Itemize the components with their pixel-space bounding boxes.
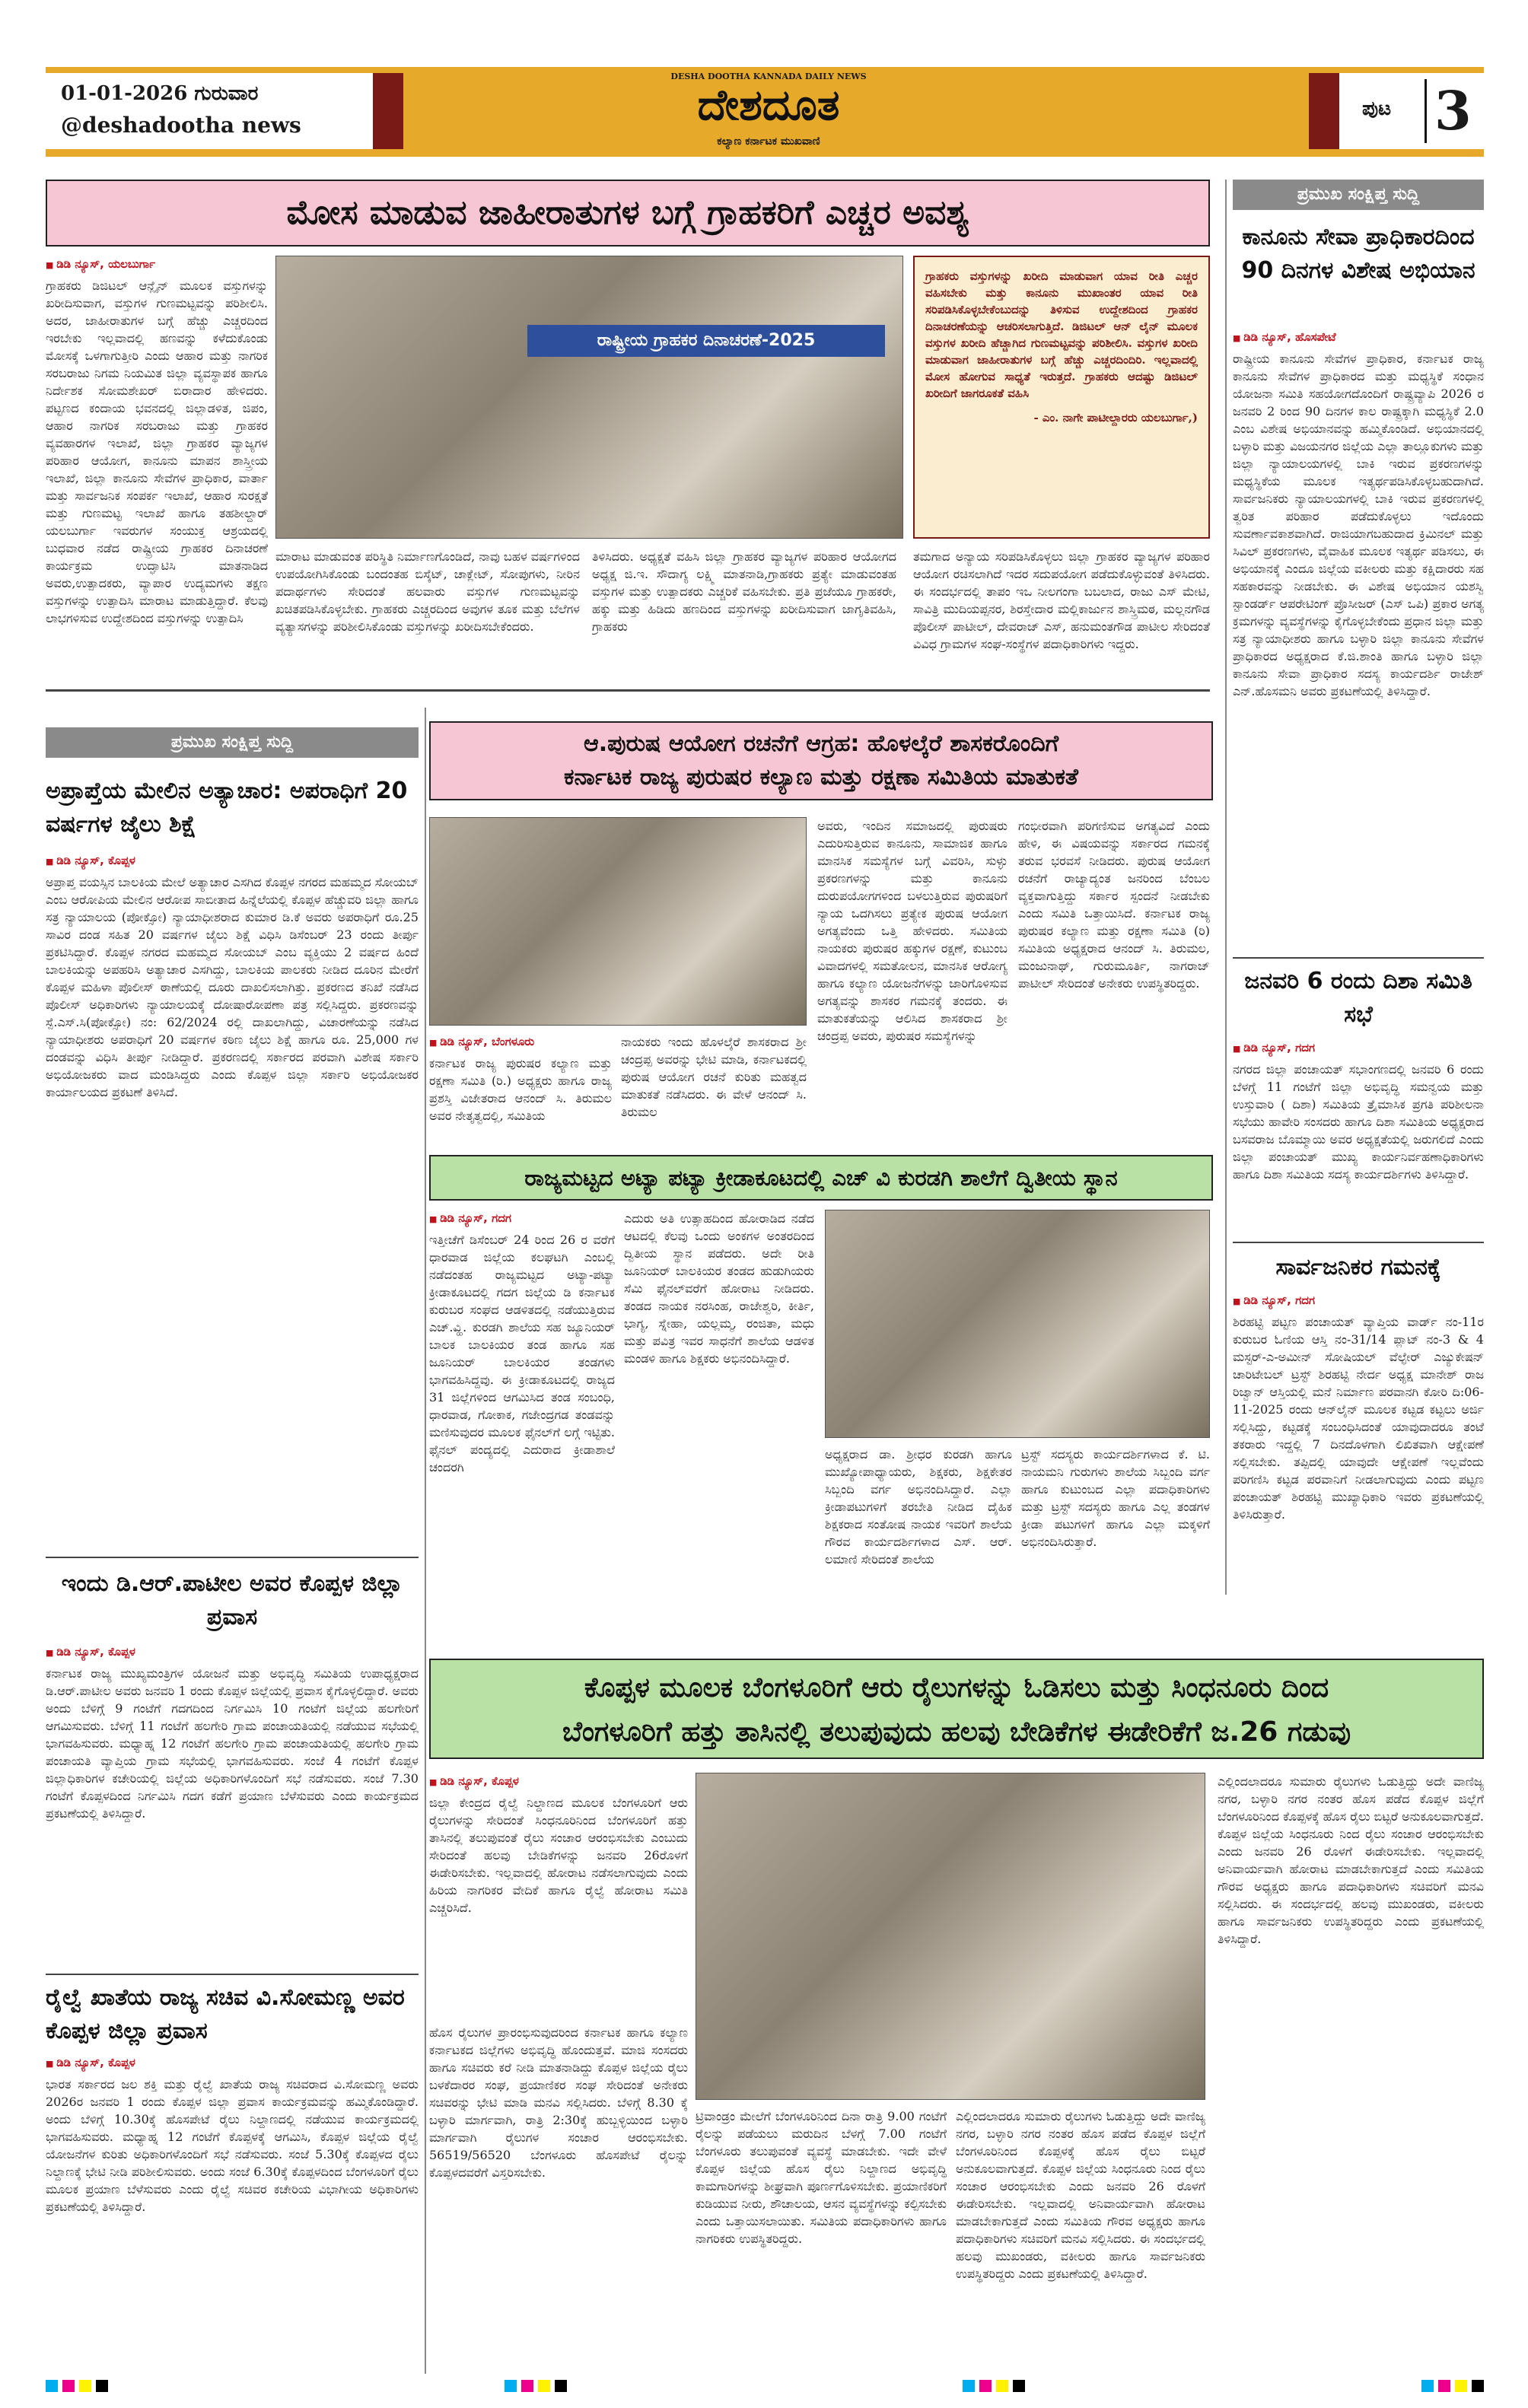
- men-commission-headline-2: ಕರ್ನಾಟಕ ರಾಜ್ಯ ಪುರುಷರ ಕಲ್ಯಾಣ ಮತ್ತು ರಕ್ಷಣಾ ಸಮಿತಿಯ ಮಾತುಕತೆ: [564, 764, 1078, 790]
- trains-col1-text: ಜಿಲ್ಲಾ ಕೇಂದ್ರದ ರೈಲ್ವೆ ನಿಲ್ದಾಣದ ಮೂಲಕ ಬೆಂಗಳೂರಿಗೆ ಆರು ರೈಲುಗಳನ್ನು ಸೇರಿದಂತೆ ಸಿಂಧನೂರಿನಿಂದ ಬೆಂಗಳೂರಿಗೆ ಹತ್ತು ತಾಸಿನಲ್ಲಿ ತಲುಪುವಂತೆ ರೈಲು ಸಂಚಾರ ಆರಂಭಿಸಬೇಕು ಎಂಬುದು ಸೇರಿದಂತೆ ಹಲವು ಬೇಡಿಕೆಗಳನ್ನು ಜನವರಿ 26ರೊಳಗೆ ಈಡೇರಿಸಬೇಕು. ಇಲ್ಲವಾದಲ್ಲಿ ಹೋರಾಟ ನಡೆಸಲಾಗುವುದು ಎಂದು ಹಿರಿಯ ನಾಗರಿಕರ ವೇದಿಕೆ ಹಾಗೂ ರೈಲ್ವೆ ಹೋರಾಟ ಸಮಿತಿ ಎಚ್ಚರಿಸಿದೆ.: [429, 1796, 688, 1915]
- lead-col3: ತಿಳಿಸಿದರು. ಅಧ್ಯಕ್ಷತೆ ವಹಿಸಿ ಜಿಲ್ಲಾ ಗ್ರಾಹಕರ ವ್ಯಾಜ್ಯಗಳ ಪರಿಹಾರ ಆಯೋಗದ ಅಧ್ಯಕ್ಷ ಜಿ.ಇ. ಸೌದಾಗ್ಯ ಲಕ್ಷ್ಮಿ ಮಾತನಾಡಿ,ಗ್ರಾಹಕರು ಪ್ರತ್ಯೇ ಮಾಡುವಂತಹ ವಸ್ತುಗಳ ಮತ್ತು ಉತ್ಪಾದಕರು ಎಚ್ಚರಿಕೆ ವಹಿಸಬೇಕು. ಪ್ರತಿ ಪ್ರಜೆಯೂ ಗ್ರಾಹಕರೇ, ಹಕ್ಕು ಮತ್ತು ಹಿಡಿದು ಹಣದಿಂದ ವಸ್ತುಗಳನ್ನು ಖರೀದಿಸುವಾಗ ಜಾಗೃತಿವಹಿಸಿ, ಗ್ರಾಹಕರು: [592, 549, 896, 634]
- right-story3: [1233, 1292, 1484, 1589]
- cmyk-strip: [505, 2380, 567, 2394]
- right-story1-byline: ■ ಡಿಡಿ ನ್ಯೂಸ್, ಹೊಸಪೇಟೆ: [1233, 329, 1484, 347]
- right-story1-headline: ಕಾನೂನು ಸೇವಾ ಪ್ರಾಧಿಕಾರದಿಂದ 90 ದಿನಗಳ ವಿಶೇಷ ಅಭಿಯಾನ: [1241, 224, 1475, 284]
- men-commission-col1: [429, 1033, 612, 1140]
- trains-byline: ■ ಡಿಡಿ ನ್ಯೂಸ್, ಕೊಪ್ಪಳ: [429, 1773, 688, 1791]
- athletics-col2: ಎದುರು ಅತಿ ಉತ್ಸಾಹದಿಂದ ಹೋರಾಡಿದ ನಡೆದ ಆಟದಲ್ಲಿ ಕೆಲವು ಒಂದು ಅಂಕಗಳ ಅಂತರದಿಂದ ದ್ವಿತೀಯ ಸ್ಥಾನ ಪಡೆದರು. ಅದೇ ರೀತಿ ಜೂನಿಯರ್ ಬಾಲಕಿಯರ ತಂಡದ ಹುಡುಗಿಯರು ಸೆಮಿ ಫೈನಲ್‌ವರೆಗೆ ಹೋರಾಟ ನೀಡಿದರು. ತಂಡದ ನಾಯಕ ನರಸಿಂಹ, ರಾಜೇಶ್ವರಿ, ಕೀರ್ತಿ, ಭಾಗ್ಯ, ಸ್ನೇಹಾ, ಯಲ್ಲಮ್ಮ, ರಂಜಿತಾ, ಮಧು ಮತ್ತು ಪವಿತ್ರ ಇವರ ಸಾಧನೆಗೆ ಶಾಲೆಯ ಆಡಳಿತ ಮಂಡಳಿ ಹಾಗೂ ಶಿಕ್ಷಕರು ಅಭಿನಂದಿಸಿದ್ದಾರೆ.: [624, 1211, 814, 1366]
- trains-col2: ಹೊಸ ರೈಲುಗಳ ಪ್ರಾರಂಭಿಸುವುದರಿಂದ ಕರ್ನಾಟಕ ಹಾಗೂ ಕಲ್ಯಾಣ ಕರ್ನಾಟಕದ ಜಿಲ್ಲೆಗಳು ಅಭಿವೃದ್ಧಿ ಹೊಂದುತ್ತವೆ. ಮಾಜಿ ಸಂಸದರು ಹಾಗೂ ಸಚಿವರು ಕರೆ ನೀಡಿ ಮಾತನಾಡಿದ್ದು ಕೊಪ್ಪಳ ಜಿಲ್ಲೆಯ ರೈಲು ಬಳಕೆದಾರರ ಸಂಘ, ಪ್ರಯಾಣಿಕರ ಸಂಘ ಸೇರಿದಂತೆ ಅನೇಕರು ಸಚಿವರನ್ನು ಭೇಟಿ ಮಾಡಿ ಮನವಿ ಸಲ್ಲಿಸಿದರು. ಬೆಳಿಗ್ಗೆ 8.30 ಕ್ಕೆ ಬಳ್ಳಾರಿ ಮಾರ್ಗವಾಗಿ, ರಾತ್ರಿ 2:30ಕ್ಕೆ ಹುಬ್ಬಳ್ಳಿಯಿಂದ ಬಳ್ಳಾರಿ ಮಾರ್ಗವಾಗಿ ರೈಲುಗಳ ಸಂಚಾರ ಆರಂಭಿಸಬೇಕು. 56519/56520 ಬೆಂಗಳೂರು ಹೊಸಪೇಟೆ ರೈಲನ್ನು ಕೊಪ್ಪಳದವರೆಗೆ ವಿಸ್ತರಿಸಬೇಕು.: [429, 2025, 688, 2180]
- cmyk-strip: [1421, 2380, 1484, 2394]
- athletics-byline: ■ ಡಿಡಿ ನ್ಯೂಸ್, ಗದಗ: [429, 1210, 615, 1228]
- masthead-logo: ದೇಶದೂತ: [697, 81, 840, 130]
- lead-col1: [46, 256, 268, 682]
- right-divider-2: [1233, 1242, 1484, 1243]
- lead-byline: ■ ಡಿಡಿ ನ್ಯೂಸ್, ಯಲಬುರ್ಗಾ: [46, 256, 268, 274]
- trains-col3b: ಎಲ್ಲಿಂದಲಾದರೂ ಸುಮಾರು ರೈಲುಗಳು ಓಡುತ್ತಿದ್ದು ಅದೇ ವಾಣಿಜ್ಯ ನಗರ, ಬಳ್ಳಾರಿ ನಗರ ನಂತರ ಹೊಸ ಪಡೆದ ಕೊಪ್ಪಳ ಜಿಲ್ಲೆಗೆ ಬೆಂಗಳೂರಿನಿಂದ ಕೊಪ್ಪಳಕ್ಕೆ ಹೊಸ ರೈಲು ಬಿಟ್ಟರೆ ಅನುಕೂಲವಾಗುತ್ತದೆ. ಕೊಪ್ಪಳ ಜಿಲ್ಲೆಯ ಸಿಂಧನೂರು ನಿಂದ ರೈಲು ಸಂಚಾರ ಆರಂಭಿಸಬೇಕು ಎಂದು ಜನವರಿ 26 ರೊಳಗೆ ಈಡೇರಿಸಬೇಕು. ಇಲ್ಲವಾದಲ್ಲಿ ಅನಿವಾರ್ಯವಾಗಿ ಹೋರಾಟ ಮಾಡಬೇಕಾಗುತ್ತದೆ ಎಂದು ಸಮಿತಿಯ ಗೌರವ ಅಧ್ಯಕ್ಷರು ಹಾಗೂ ಪದಾಧಿಕಾರಿಗಳು ಸಚಿವರಿಗೆ ಮನವಿ ಸಲ್ಲಿಸಿದರು. ಈ ಸಂದರ್ಭದಲ್ಲಿ ಹಲವು ಮುಖಂಡರು, ವಕೀಲರು ಹಾಗೂ ಸಾರ್ವಜನಿಕರು ಉಪಸ್ಥಿತರಿದ್ದರು ಎಂದು ಪ್ರಕಟಣೆಯಲ್ಲಿ ತಿಳಿಸಿದ್ದಾರೆ.: [956, 2109, 1205, 2281]
- trains-photo: [696, 1773, 1205, 2100]
- masthead-date: 01-01-2026 ಗುರುವಾರ: [61, 82, 259, 105]
- lead-quote-author: - ಎಂ. ನಾಗೇ ಪಾಟೀಲ್ದಾರರು ಯಲಬುರ್ಗಾ,): [1033, 411, 1198, 425]
- right-col-label: ಪ್ರಮುಖ ಸಂಕ್ಷಿಪ್ತ ಸುದ್ದಿ: [1233, 180, 1484, 210]
- left-story2-headline: ಇಂದು ಡಿ.ಆರ್.ಪಾಟೀಲ ಅವರ ಕೊಪ್ಪಳ ಜಿಲ್ಲಾ ಪ್ರವಾಸ: [61, 1570, 403, 1630]
- lead-headline: ಮೋಸ ಮಾಡುವ ಜಾಹೀರಾತುಗಳ ಬಗ್ಗೆ ಗ್ರಾಹಕರಿಗೆ ಎಚ್ಚರ ಅವಶ್ಯ: [46, 180, 1210, 247]
- left-story3-text: ಭಾರತ ಸರ್ಕಾರದ ಜಲ ಶಕ್ತಿ ಮತ್ತು ರೈಲ್ವೆ ಖಾತೆಯ ರಾಜ್ಯ ಸಚಿವರಾದ ವಿ.ಸೋಮಣ್ಣ ಅವರು 2026ರ ಜನವರಿ 1 ರಂದು ಕೊಪ್ಪಳ ಜಿಲ್ಲಾ ಪ್ರವಾಸ ಕಾರ್ಯಕ್ರಮವನ್ನು ಹಮ್ಮಿಕೊಂಡಿದ್ದಾರೆ. ಅಂದು ಬೆಳಿಗ್ಗೆ 10.30ಕ್ಕೆ ಹೊಸಪೇಟೆ ರೈಲು ನಿಲ್ದಾಣದಲ್ಲಿ ನಡೆಯುವ ಕಾರ್ಯಕ್ರಮದಲ್ಲಿ ಭಾಗವಹಿಸುವರು. ಮಧ್ಯಾಹ್ನ 12 ಗಂಟೆಗೆ ಕೊಪ್ಪಳಕ್ಕೆ ಆಗಮಿಸಿ, ಕೊಪ್ಪಳ ಜಿಲ್ಲೆಯ ರೈಲ್ವೆ ಯೋಜನೆಗಳ ಕುರಿತು ಅಧಿಕಾರಿಗಳೊಂದಿಗೆ ಸಭೆ ನಡೆಸುವರು. ಸಂಜೆ 5.30ಕ್ಕೆ ಕೊಪ್ಪಳದ ರೈಲು ನಿಲ್ದಾಣಕ್ಕೆ ಭೇಟಿ ನೀಡಿ ಪರಿಶೀಲಿಸುವರು. ಅಂದು ಸಂಜೆ 6.30ಕ್ಕೆ ಕೊಪ್ಪಳದಿಂದ ಬೆಂಗಳೂರಿಗೆ ರೈಲು ಮೂಲಕ ಪ್ರಯಾಣ ಬೆಳೆಸುವರು ಎಂದು ರೈಲ್ವೆ ಸಚಿವರ ಕಚೇರಿಯ ವಿಭಾಗೀಯ ಅಧಿಕಾರಿಗಳು ಪ್ರಕಟಣೆಯಲ್ಲಿ ತಿಳಿಸಿದ್ದಾರೆ.: [46, 2077, 419, 2214]
- left-story3-headline: ರೈಲ್ವೆ ಖಾತೆಯ ರಾಜ್ಯ ಸಚಿವ ವಿ.ಸೋಮಣ್ಣ ಅವರ ಕೊಪ್ಪಳ ಜಿಲ್ಲಾ ಪ್ರವಾಸ: [46, 1984, 405, 2044]
- left-story1-text: ಅಪ್ರಾಪ್ತ ವಯಸ್ಸಿನ ಬಾಲಕಿಯ ಮೇಲೆ ಅತ್ಯಾಚಾರ ಎಸಗಿದ ಕೊಪ್ಪಳ ನಗರದ ಮಹಮ್ಮದ ಸೋಯಬ್ ಎಂಬ ಆರೋಪಿಯ ಮೇಲಿನ ಆರೋಪ ಸಾಬೀತಾದ ಹಿನ್ನೆಲೆಯಲ್ಲಿ ಕೊಪ್ಪಳ ಹೆಚ್ಚುವರಿ ಜಿಲ್ಲಾ ಹಾಗೂ ಸತ್ರ ನ್ಯಾಯಾಲಯ (ಪೋಕ್ಸೋ) ನ್ಯಾಯಾಧೀಶರಾದ ಕುಮಾರ ಡಿ.ಕೆ ಅವರು ಅಪರಾಧಿಗೆ ರೂ.25 ಸಾವಿರ ದಂಡ ಸಹಿತ 20 ವರ್ಷಗಳ ಜೈಲು ಶಿಕ್ಷೆ ವಿಧಿಸಿ ಡಿಸೆಂಬರ್ 23 ರಂದು ತೀರ್ಪು ಪ್ರಕಟಿಸಿದ್ದಾರೆ. ಕೊಪ್ಪಳ ನಗರದ ಮಹಮ್ಮದ ಸೋಯಬ್ ಎಂಬ ವ್ಯಕ್ತಿಯು 2 ವರ್ಷದ ಹಿಂದೆ ಬಾಲಕಿಯನ್ನು ಅಪಹರಿಸಿ ಅತ್ಯಾಚಾರ ಎಸಗಿದ್ದು, ಬಾಲಕಿಯ ಪಾಲಕರು ನೀಡಿದ ದೂರಿನ ಮೇರೆಗೆ ಕೊಪ್ಪಳ ಮಹಿಳಾ ಪೊಲೀಸ್ ಠಾಣೆಯಲ್ಲಿ ದೂರು ದಾಖಲಿಸಲಾಗಿತ್ತು. ಪ್ರಕರಣದ ತನಿಖೆ ನಡೆಸಿದ ಪೊಲೀಸ್ ಅಧಿಕಾರಿಗಳು ನ್ಯಾಯಾಲಯಕ್ಕೆ ದೋಷಾರೋಪಣಾ ಪತ್ರ ಸಲ್ಲಿಸಿದ್ದರು. ಪ್ರಕರಣವನ್ನು ಸ್ಪೆ.ಎಸ್.ಸಿ(ಪೋಕ್ಸೋ) ನಂ: 62/2024 ರಲ್ಲಿ ದಾಖಲಾಗಿದ್ದು, ವಿಚಾರಣೆಯನ್ನು ನಡೆಸಿದ ನ್ಯಾಯಾಧೀಶರು ಅಪರಾಧಿಗೆ 20 ವರ್ಷಗಳ ಕಠಿಣ ಜೈಲು ಶಿಕ್ಷೆ ಹಾಗೂ ರೂ. 25,000 ಗಳ ದಂಡವನ್ನು ವಿಧಿಸಿ ತೀರ್ಪು ನೀಡಿದ್ದಾರೆ. ಪ್ರಕರಣದಲ್ಲಿ ಸರ್ಕಾರದ ಪರವಾಗಿ ವಿಶೇಷ ಸರ್ಕಾರಿ ಅಭಿಯೋಜಕರು ವಾದ ಮಂಡಿಸಿದ್ದರು ಎಂದು ಕೊಪ್ಪಳ ಜಿಲ್ಲಾ ಸರ್ಕಾರಿ ಅಭಿಯೋಜಕರ ಕಾರ್ಯಾಲಯದ ಪ್ರಕಟಣೆ ತಿಳಿಸಿದೆ.: [46, 875, 419, 1099]
- athletics-col4: ಟ್ರಸ್ಟ್ ಸದಸ್ಯರು ಕಾರ್ಯದರ್ಶಿಗಳಾದ ಕೆ. ಟಿ. ನಾಯಮನಿ ಗುರುಗಳು ಶಾಲೆಯ ಸಿಬ್ಬಂದಿ ವರ್ಗ ಹಾಗೂ ಕುಟುಂಬದ ಎಲ್ಲಾ ಪದಾಧಿಕಾರಿಗಳು ಮತ್ತು ಟ್ರಸ್ಟ್ ಸದಸ್ಯರು ಹಾಗೂ ಎಲ್ಲ ತಂಡಗಳ ಕ್ರೀಡಾ ಪಟುಗಳಿಗೆ ಹಾಗೂ ಎಲ್ಲಾ ಮಕ್ಕಳಿಗೆ ಅಭಿನಂದಿಸಿರುತ್ತಾರೆ.: [1021, 1447, 1210, 1549]
- page-label: ಪುಟ: [1362, 97, 1392, 120]
- left-col-label: ಪ್ರಮುಖ ಸಂಕ್ಷಿಪ್ತ ಸುದ್ದಿ: [46, 727, 419, 758]
- men-commission-col2: ನಾಯಕರು ಇಂದು ಹೊಳಲ್ಕೆರೆ ಶಾಸಕರಾದ ಶ್ರೀ ಚಂದ್ರಪ್ಪ ಅವರನ್ನು ಭೇಟಿ ಮಾಡಿ, ಕರ್ನಾಟಕದಲ್ಲಿ ಪುರುಷ ಆಯೋಗ ರಚನೆ ಕುರಿತು ಮಹತ್ವದ ಮಾತುಕತೆ ನಡೆಸಿದರು. ಈ ವೇಳೆ ಆನಂದ್ ಸಿ. ತಿರುಮಲ: [621, 1035, 807, 1119]
- left-divider-1: [46, 1557, 419, 1558]
- left-story2: [46, 1643, 419, 1969]
- athletics-photo: [825, 1210, 1210, 1438]
- trains-headline-2: ಬೆಂಗಳೂರಿಗೆ ಹತ್ತು ತಾಸಿನಲ್ಲಿ ತಲುಪುವುದು ಹಲವು ಬೇಡಿಕೆಗಳ ಈಡೇರಿಕೆಗೆ ಜ.26 ಗಡುವು: [562, 1716, 1351, 1748]
- right-story3-headline: ಸಾರ್ವಜನಿಕರ ಗಮನಕ್ಕೆ: [1275, 1254, 1441, 1280]
- left-story3-byline: ■ ಡಿಡಿ ನ್ಯೂಸ್, ಕೊಪ್ಪಳ: [46, 2054, 419, 2072]
- lead-col2: ಮಾರಾಟ ಮಾಡುವಂತ ಪರಿಸ್ಥಿತಿ ನಿರ್ಮಾಣಗೊಂಡಿದೆ, ನಾವು ಬಹಳ ವರ್ಷಗಳಿಂದ ಉಪಯೋಗಿಸಿಕೊಂಡು ಬಂದಂತಹ ಬಿಸ್ಕೆಟ್, ಚಾಕ್ಲೇಟ್, ಸೋಪುಗಳು, ನೀರಿನ ಪದಾರ್ಥಗಳು ಸೇರಿದಂತೆ ಹಲವಾರು ವಸ್ತುಗಳ ಗುಣಮಟ್ಟವನ್ನು ಖಚಿತಪಡಿಸಿಕೊಳ್ಳಬೇಕು. ಗ್ರಾಹಕರು ಎಚ್ಚರದಿಂದ ಅವುಗಳ ತೂಕ ಮತ್ತು ಬೆಲೆಗಳ ವ್ಯತ್ಯಾಸಗಳನ್ನು ಪರಿಶೀಲಿಸಿಕೊಂಡು ವಸ್ತುಗಳನ್ನು ಖರೀದಿಸಬೇಕೆಂದರು.: [275, 549, 580, 634]
- page-number: 3: [1425, 79, 1472, 143]
- cmyk-strip: [963, 2380, 1025, 2394]
- masthead-tagline: ಕಲ್ಯಾಣ ಕರ್ನಾಟಕ ಮುಖವಾಣಿ: [717, 135, 820, 148]
- trains-col3: ಟ್ರಿವಾಂಡ್ರಂ ಮೇಲೆಗೆ ಬೆಂಗಳೂರಿನಿಂದ ದಿನಾ ರಾತ್ರಿ 9.00 ಗಂಟೆಗೆ ರೈಲನ್ನು ಪಡೆಯಲು ಮರುದಿನ ಬೆಳಗ್ಗೆ 7.00 ಗಂಟೆಗೆ ಬೆಂಗಳೂರು ತಲುಪುವಂತೆ ವ್ಯವಸ್ಥೆ ಮಾಡಬೇಕು. ಇದೇ ವೇಳೆ ಕೊಪ್ಪಳ ಜಿಲ್ಲೆಯ ಹೊಸ ರೈಲು ನಿಲ್ದಾಣದ ಅಭಿವೃದ್ಧಿ ಕಾಮಗಾರಿಗಳನ್ನು ಶೀಘ್ರವಾಗಿ ಪೂರ್ಣಗೊಳಿಸಬೇಕು. ಪ್ರಯಾಣಿಕರಿಗೆ ಕುಡಿಯುವ ನೀರು, ಶೌಚಾಲಯ, ಆಸನ ವ್ಯವಸ್ಥೆಗಳನ್ನು ಕಲ್ಪಿಸಬೇಕು ಎಂದು ಒತ್ತಾಯಿಸಲಾಯಿತು. ಸಮಿತಿಯ ಪದಾಧಿಕಾರಿಗಳು ಹಾಗೂ ನಾಗರಿಕರು ಉಪಸ್ಥಿತರಿದ್ದರು.: [696, 2109, 947, 2246]
- left-divider-2: [46, 1974, 419, 1975]
- left-story3: [46, 2054, 419, 2366]
- trains-col1: [429, 1773, 688, 2016]
- lead-quote: [913, 256, 1210, 539]
- lead-col4: ತಮಗಾದ ಅನ್ಯಾಯ ಸರಿಪಡಿಸಿಕೊಳ್ಳಲು ಜಿಲ್ಲಾ ಗ್ರಾಹಕರ ವ್ಯಾಜ್ಯಗಳ ಪರಿಹಾರ ಆಯೋಗ ರಚಿಸಲಾಗಿದೆ ಇದರ ಸದುಪಯೋಗ ಪಡೆದುಕೊಳ್ಳುವಂತೆ ತಿಳಿಸಿದರು. ಈ ಸಂದರ್ಭದಲ್ಲಿ ತಾಪಂ ಇಒ ನೀಲಗಂಗಾ ಬಬಲಾದ, ರಾಜು ಎಸ್ ಮೇಟಿ, ಸಾವಿತ್ರಿ ಮುದಿಯಪ್ಪನರ, ಶಿರಸ್ತೇದಾರ ಮಲ್ಲಿಕಾರ್ಜುನ ಶಾಸ್ತ್ರಿಮಠ, ಮಲ್ಲನಗೌಡ ಪೊಲೀಸ್ ಪಾಟೀಲ್, ದೇವರಾಜ್ ಎಸ್, ಹನುಮಂತಗೌಡ ಪಾಟೀಲ ಸೇರಿದಂತೆ ವಿವಿಧ ಗ್ರಾಮಗಳ ಸಂಘ-ಸಂಸ್ಥೆಗಳ ಪದಾಧಿಕಾರಿಗಳು ಇದ್ದರು.: [913, 549, 1210, 651]
- lead-col1-text: ಗ್ರಾಹಕರು ಡಿಜಿಟಲ್ ಆನ್ಲೈನ್ ಮೂಲಕ ವಸ್ತುಗಳನ್ನು ಖರೀದಿಸುವಾಗ, ವಸ್ತುಗಳ ಗುಣಮಟ್ಟವನ್ನು ಪರಿಶೀಲಿಸಿ. ಅದರ, ಜಾಹೀರಾತುಗಳ ಬಗ್ಗೆ ಹೆಚ್ಚು ಎಚ್ಚರದಿಂದ ಇರಬೇಕು ಇಲ್ಲವಾದಲ್ಲಿ ಹಣವನ್ನು ಕಳೆದುಕೊಂಡು ಮೋಸಕ್ಕೆ ಒಳಗಾಗುತ್ತೀರಿ ಎಂದು ಆಹಾರ ಮತ್ತು ನಾಗರಿಕ ಸರಬರಾಜು ನಿಗಮ ನಿಯಮಿತ ಜಿಲ್ಲಾ ವ್ಯವಸ್ಥಾಪಕ ಹಾಗೂ ನಿರ್ದೇಶಕ ಸೋಮಶೇಖರ್ ಬಿರಾದಾರ ಹೇಳಿದರು. ಪಟ್ಟಣದ ಕಂದಾಯ ಭವನದಲ್ಲಿ ಜಿಲ್ಲಾಡಳಿತ, ಜಿಪಂ, ಆಹಾರ ನಾಗರಿಕ ಸರಬರಾಜು ಮತ್ತು ಗ್ರಾಹಕರ ವ್ಯವಹಾರಗಳ ಇಲಾಖೆ, ಜಿಲ್ಲಾ ಗ್ರಾಹಕರ ವ್ಯಾಜ್ಯಗಳ ಪರಿಹಾರ ಆಯೋಗ, ಕಾನೂನು ಮಾಪನ ಶಾಸ್ತ್ರೀಯ ಇಲಾಖೆ, ಜಿಲ್ಲಾ ಕಾನೂನು ಸೇವೆಗಳ ಪ್ರಾಧಿಕಾರ, ವಾರ್ತಾ ಮತ್ತು ಸಾರ್ವಜನಿಕ ಸಂಪರ್ಕ ಇಲಾಖೆ, ಆಹಾರ ಸುರಕ್ಷತೆ ಮತ್ತು ಗುಣಮಟ್ಟ ಇಲಾಖೆ ಹಾಗೂ ತಹಶೀಲ್ದಾರ್ ಯಲಬುರ್ಗಾ ಇವರುಗಳ ಸಂಯುಕ್ತ ಆಶ್ರಯದಲ್ಲಿ ಬುಧವಾರ ನಡೆದ ರಾಷ್ಟ್ರೀಯ ಗ್ರಾಹಕರ ದಿನಾಚರಣೆ ಕಾರ್ಯಕ್ರಮ ಉದ್ಘಾಟಿಸಿ ಮಾತನಾಡಿದ ಅವರು,ಉತ್ಪಾದಕರು, ವ್ಯಾಪಾರ ಉದ್ಯಮಗಳು ತಕ್ಷಣ ವಸ್ತುಗಳನ್ನು ಉತ್ಪಾದಿಸಿ ಮಾರಾಟ ಮಾಡುತ್ತಿದ್ದಾರೆ. ಕೆಲವು ಲಾಭಗಳಿಸುವ ಉದ್ದೇಶದಿಂದ ವಸ್ತುಗಳನ್ನು ಉತ್ಪಾದಿಸಿ: [46, 278, 268, 625]
- men-commission-col1-text: ಕರ್ನಾಟಕ ರಾಜ್ಯ ಪುರುಷರ ಕಲ್ಯಾಣ ಮತ್ತು ರಕ್ಷಣಾ ಸಮಿತಿ (ರಿ.) ಅಧ್ಯಕ್ಷರು ಹಾಗೂ ರಾಜ್ಯ ಪ್ರಶಸ್ತಿ ವಿಜೇತರಾದ ಆನಂದ್ ಸಿ. ತಿರುಮಲ ಅವರ ನೇತೃತ್ವದಲ್ಲಿ, ಸಮಿತಿಯ: [429, 1056, 612, 1123]
- men-commission-col3: ಅವರು, ಇಂದಿನ ಸಮಾಜದಲ್ಲಿ ಪುರುಷರು ಎದುರಿಸುತ್ತಿರುವ ಕಾನೂನು, ಸಾಮಾಜಿಕ ಹಾಗೂ ಮಾನಸಿಕ ಸಮಸ್ಯೆಗಳ ಬಗ್ಗೆ ವಿವರಿಸಿ, ಸುಳ್ಳು ಪ್ರಕರಣಗಳನ್ನು ಮತ್ತು ಕಾನೂನು ದುರುಪಯೋಗಗಳಿಂದ ಬಳಲುತ್ತಿರುವ ಪುರುಷರಿಗೆ ನ್ಯಾಯ ಒದಗಿಸಲು ಪ್ರತ್ಯೇಕ ಪುರುಷ ಆಯೋಗ ಅಗತ್ಯವೆಂದು ಒತ್ತಿ ಹೇಳಿದರು. ಸಮಿತಿಯ ನಾಯಕರು ಪುರುಷರ ಹಕ್ಕುಗಳ ರಕ್ಷಣೆ, ಕುಟುಂಬ ವಿವಾದಗಳಲ್ಲಿ ಸಮತೋಲನ, ಮಾನಸಿಕ ಆರೋಗ್ಯ ಹಾಗೂ ಕಲ್ಯಾಣ ಯೋಜನೆಗಳನ್ನು ಜಾರಿಗೊಳಿಸುವ ಅಗತ್ಯವನ್ನು ಶಾಸಕರ ಗಮನಕ್ಕೆ ತಂದರು. ಈ ಮಾತುಕತೆಯನ್ನು ಆಲಿಸಿದ ಶಾಸಕರಾದ ಶ್ರೀ ಚಂದ್ರಪ್ಪ ಅವರು, ಪುರುಷರ ಸಮಸ್ಯೆಗಳನ್ನು: [817, 819, 1008, 1043]
- right-story3-byline: ■ ಡಿಡಿ ನ್ಯೂಸ್, ಗದಗ: [1233, 1292, 1484, 1310]
- lead-quote-text: ಗ್ರಾಹಕರು ವಸ್ತುಗಳನ್ನು ಖರೀದಿ ಮಾಡುವಾಗ ಯಾವ ರೀತಿ ಎಚ್ಚರ ವಹಿಸಬೇಕು ಮತ್ತು ಕಾನೂನು ಮುಖಾಂತರ ಯಾವ ರೀತಿ ಸರಿಪಡಿಸಿಕೊಳ್ಳಬೇಕೆಂಬುದನ್ನು ತಿಳಿಸುವ ಉದ್ದೇಶದಿಂದ ಗ್ರಾಹಕರ ದಿನಾಚರಣೆಯನ್ನು ಆಚರಿಸಲಾಗುತ್ತಿದೆ. ಡಿಜಿಟಲ್ ಆನ್ ಲೈನ್ ಮೂಲಕ ವಸ್ತುಗಳ ಖರೀದಿ ಹೆಚ್ಚಾಗಿದ ಗುಣಮಟ್ಟವನ್ನು ಪರಿಶೀಲಿಸಿ. ವಸ್ತುಗಳ ಖರೀದಿ ಮಾಡುವಾಗ ಜಾಹೀರಾತುಗಳ ಬಗ್ಗೆ ಹೆಚ್ಚು ಎಚ್ಚರದಿಂದಿರಿ. ಇಲ್ಲವಾದಲ್ಲಿ ಮೋಸ ಹೋಗುವ ಸಾಧ್ಯತೆ ಇರುತ್ತದೆ. ಗ್ರಾಹಕರು ಆದಷ್ಟು ಡಿಜಿಟಲ್ ಖರೀದಿಗೆ ಜಾಗರೂಕತೆ ವಹಿಸಿ: [925, 269, 1198, 400]
- lead-divider: [46, 689, 1210, 692]
- right-story1: [1233, 329, 1484, 951]
- masthead-name-en: DESHA DOOTHA KANNADA DAILY NEWS: [670, 72, 867, 81]
- right-story2-byline: ■ ಡಿಡಿ ನ್ಯೂಸ್, ಗದಗ: [1233, 1039, 1484, 1058]
- trains-col4: ಎಲ್ಲಿಂದಲಾದರೂ ಸುಮಾರು ರೈಲುಗಳು ಓಡುತ್ತಿದ್ದು ಅದೇ ವಾಣಿಜ್ಯ ನಗರ, ಬಳ್ಳಾರಿ ನಗರ ನಂತರ ಹೊಸ ಪಡೆದ ಕೊಪ್ಪಳ ಜಿಲ್ಲೆಗೆ ಬೆಂಗಳೂರಿನಿಂದ ಕೊಪ್ಪಳಕ್ಕೆ ಹೊಸ ರೈಲು ಬಿಟ್ಟರೆ ಅನುಕೂಲವಾಗುತ್ತದೆ. ಕೊಪ್ಪಳ ಜಿಲ್ಲೆಯ ಸಿಂಧನೂರು ನಿಂದ ರೈಲು ಸಂಚಾರ ಆರಂಭಿಸಬೇಕು ಎಂದು ಜನವರಿ 26 ರೊಳಗೆ ಈಡೇರಿಸಬೇಕು. ಇಲ್ಲವಾದಲ್ಲಿ ಅನಿವಾರ್ಯವಾಗಿ ಹೋರಾಟ ಮಾಡಬೇಕಾಗುತ್ತದೆ ಎಂದು ಸಮಿತಿಯ ಗೌರವ ಅಧ್ಯಕ್ಷರು ಹಾಗೂ ಪದಾಧಿಕಾರಿಗಳು ಸಚಿವರಿಗೆ ಮನವಿ ಸಲ್ಲಿಸಿದರು. ಈ ಸಂದರ್ಭದಲ್ಲಿ ಹಲವು ಮುಖಂಡರು, ವಕೀಲರು ಹಾಗೂ ಸಾರ್ವಜನಿಕರು ಉಪಸ್ಥಿತರಿದ್ದರು ಎಂದು ಪ್ರಕಟಣೆಯಲ್ಲಿ ತಿಳಿಸಿದ್ದಾರೆ.: [1218, 1774, 1484, 1946]
- left-story2-text: ಕರ್ನಾಟಕ ರಾಜ್ಯ ಮುಖ್ಯಮಂತ್ರಿಗಳ ಯೋಜನೆ ಮತ್ತು ಅಭಿವೃದ್ಧಿ ಸಮಿತಿಯ ಉಪಾಧ್ಯಕ್ಷರಾದ ಡಿ.ಆರ್.ಪಾಟೀಲ ಅವರು ಜನವರಿ 1 ರಂದು ಕೊಪ್ಪಳ ಜಿಲ್ಲೆಯಲ್ಲಿ ಪ್ರವಾಸ ಕೈಗೊಳ್ಳಲಿದ್ದಾರೆ. ಅವರು ಅಂದು ಬೆಳಿಗ್ಗೆ 9 ಗಂಟೆಗೆ ಗದಗದಿಂದ ನಿರ್ಗಮಿಸಿ 10 ಗಂಟೆಗೆ ಜಿಲ್ಲೆಯ ಹಲಗೇರಿಗೆ ಆಗಮಿಸುವರು. ಬೆಳಿಗ್ಗೆ 11 ಗಂಟೆಗೆ ಹಲಗೇರಿ ಗ್ರಾಮ ಪಂಚಾಯತಿಯಲ್ಲಿ ನಡೆಯುವ ಸಭೆಯಲ್ಲಿ ಭಾಗವಹಿಸುವರು. ಮಧ್ಯಾಹ್ನ 12 ಗಂಟೆಗೆ ಹಲಗೇರಿ ಗ್ರಾಮ ಪಂಚಾಯತಿಯಲ್ಲಿ ಹಲಗೇರಿ ಗ್ರಾಮ ಪಂಚಾಯತಿ ವ್ಯಾಪ್ತಿಯ ಗ್ರಾಮ ಸಭೆಯಲ್ಲಿ ಭಾಗವಹಿಸುವರು. ಸಂಜೆ 4 ಗಂಟೆಗೆ ಕೊಪ್ಪಳ ಜಿಲ್ಲಾಧಿಕಾರಿಗಳ ಕಚೇರಿಯಲ್ಲಿ ಜಿಲ್ಲೆಯ ಅಧಿಕಾರಿಗಳೊಂದಿಗೆ ಸಭೆ ನಡೆಸುವರು. ಸಂಜೆ 7.30 ಗಂಟೆಗೆ ಕೊಪ್ಪಳದಿಂದ ನಿರ್ಗಮಿಸಿ ಗದಗ ಕಡೆಗೆ ಪ್ರಯಾಣ ಬೆಳೆಸುವರು ಎಂದು ಕಾರ್ಯಕ್ರಮದ ಪ್ರಕಟಣೆಯಲ್ಲಿ ತಿಳಿಸಿದ್ದಾರೆ.: [46, 1666, 419, 1821]
- men-commission-photo: [429, 817, 807, 1026]
- left-story1-headline: ಅಪ್ರಾಪ್ತೆಯ ಮೇಲಿನ ಅತ್ಯಾಚಾರ: ಅಪರಾಧಿಗೆ 20 ವರ್ಷಗಳ ಜೈಲು ಶಿಕ್ಷೆ: [46, 778, 408, 838]
- trains-headline: [429, 1659, 1484, 1759]
- footer-color-bar: [46, 2380, 1484, 2394]
- men-commission-col4: ಗಂಭೀರವಾಗಿ ಪರಿಗಣಿಸುವ ಅಗತ್ಯವಿದೆ ಎಂದು ಹೇಳಿ, ಈ ವಿಷಯವನ್ನು ಸರ್ಕಾರದ ಗಮನಕ್ಕೆ ತರುವ ಭರವಸೆ ನೀಡಿದರು. ಪುರುಷ ಆಯೋಗ ರಚನೆಗೆ ರಾಜ್ಯಾದ್ಯಂತ ಜನರಿಂದ ಬೆಂಬಲ ವ್ಯಕ್ತವಾಗುತ್ತಿದ್ದು ಸರ್ಕಾರ ಸ್ಪಂದನೆ ನೀಡಬೇಕು ಎಂದು ಸಮಿತಿ ಒತ್ತಾಯಿಸಿದೆ. ಕರ್ನಾಟಕ ರಾಜ್ಯ ಪುರುಷರ ಕಲ್ಯಾಣ ಮತ್ತು ರಕ್ಷಣಾ ಸಮಿತಿ (ರಿ) ಸಮಿತಿಯ ಅಧ್ಯಕ್ಷರಾದ ಆನಂದ್ ಸಿ. ತಿರುಮಲ, ಮಂಜುನಾಥ್, ಗುರುಮೂರ್ತಿ, ನಾಗರಾಜ್ ಪಾಟೀಲ್ ಸೇರಿದಂತೆ ಅನೇಕರು ಉಪಸ್ಥಿತರಿದ್ದರು.: [1018, 819, 1210, 991]
- masthead-handle: @deshadootha news: [61, 113, 301, 138]
- left-story1: [46, 852, 419, 1552]
- lead-photo: [275, 256, 903, 539]
- left-story1-byline: ■ ಡಿಡಿ ನ್ಯೂಸ್, ಕೊಪ್ಪಳ: [46, 852, 419, 870]
- athletics-col1-text: ಇತ್ತೀಚೆಗೆ ಡಿಸೆಂಬರ್ 24 ರಿಂದ 26 ರ ವರೆಗೆ ಧಾರವಾಡ ಜಿಲ್ಲೆಯ ಕಲಘಟಗಿ ಎಂಬಲ್ಲಿ ನಡೆದಂತಹ ರಾಜ್ಯಮಟ್ಟದ ಅಟ್ಯಾ-ಪಟ್ಯಾ ಕ್ರೀಡಾಕೂಟದಲ್ಲಿ ಗದಗ ಜಿಲ್ಲೆಯ ಡಿ ಕರ್ನಾಟಕ ಕುರುಬರ ಸಂಘದ ಆಡಳಿತದಲ್ಲಿ ನಡೆಯುತ್ತಿರುವ ಎಚ್.ವ್ಹಿ. ಕುರಡಗಿ ಶಾಲೆಯ ಸಹ ಜ್ಯೂನಿಯರ್ ಬಾಲಕ ಬಾಲಕಿಯರ ತಂಡ ಹಾಗೂ ಸಹ ಜೂನಿಯರ್ ಬಾಲಕಿಯರ ತಂಡಗಳು ಭಾಗವಹಿಸಿದ್ದವು. ಈ ಕ್ರೀಡಾಕೂಟದಲ್ಲಿ ರಾಜ್ಯದ 31 ಜಿಲ್ಲೆಗಳಿಂದ ಆಗಮಿಸಿದ ತಂಡ ಸಂಬಂಧಿ, ಧಾರವಾಡ, ಗೋಕಾಕ, ಗಜೇಂದ್ರಗಡ ತಂಡವನ್ನು ಮಣಿಸುವುದರ ಮೂಲಕ ಫೈನಲ್‌ಗೆ ಲಗ್ಗೆ ಇಟ್ಟಿತು. ಫೈನಲ್ ಪಂದ್ಯದಲ್ಲಿ ಎದುರಾದ ಕ್ರೀಡಾಶಾಲೆ ಚಂದರಗಿ: [429, 1233, 615, 1474]
- right-story2-text: ನಗರದ ಜಿಲ್ಲಾ ಪಂಚಾಯತ್ ಸಭಾಂಗಣದಲ್ಲಿ ಜನವರಿ 6 ರಂದು ಬೆಳಗ್ಗೆ 11 ಗಂಟೆಗೆ ಜಿಲ್ಲಾ ಅಭಿವೃದ್ಧಿ ಸಮನ್ವಯ ಮತ್ತು ಉಸ್ತುವಾರಿ ( ದಿಶಾ) ಸಮಿತಿಯ ತ್ರೈಮಾಸಿಕ ಪ್ರಗತಿ ಪರಿಶೀಲನಾ ಸಭೆಯು ಹಾವೇರಿ ಸಂಸದರು ಹಾಗೂ ದಿಶಾ ಸಮಿತಿಯ ಅಧ್ಯಕ್ಷರಾದ ಬಸವರಾಜ ಬೊಮ್ಮಾಯಿ ಅವರ ಅಧ್ಯಕ್ಷತೆಯಲ್ಲಿ ಜರುಗಲಿದೆ ಎಂದು ಜಿಲ್ಲಾ ಪಂಚಾಯತ್ ಮುಖ್ಯ ಕಾರ್ಯನಿರ್ವಹಣಾಧಿಕಾರಿಗಳು ಹಾಗೂ ದಿಶಾ ಸಮಿತಿಯ ಸದಸ್ಯ ಕಾರ್ಯದರ್ಶಿಗಳು ತಿಳಿಸಿದ್ದಾರೆ.: [1233, 1062, 1484, 1182]
- right-story1-text: ರಾಷ್ಟ್ರೀಯ ಕಾನೂನು ಸೇವೆಗಳ ಪ್ರಾಧಿಕಾರ, ಕರ್ನಾಟಕ ರಾಜ್ಯ ಕಾನೂನು ಸೇವೆಗಳ ಪ್ರಾಧಿಕಾರದ ಮತ್ತು ಮಧ್ಯಸ್ಥಿಕೆ ಸಂಧಾನ ಯೋಜನಾ ಸಮಿತಿ ಸಹಯೋಗದೊಂದಿಗೆ ರಾಷ್ಟ್ರವ್ಯಾಪಿ 2026 ರ ಜನವರಿ 2 ರಿಂದ 90 ದಿನಗಳ ಕಾಲ ರಾಷ್ಟ್ರಕ್ಕಾಗಿ ಮಧ್ಯಸ್ಥಿಕೆ 2.0 ಎಂಬ ವಿಶೇಷ ಅಭಿಯಾನವನ್ನು ಹಮ್ಮಿಕೊಂಡಿದೆ. ಅಭಿಯಾನದಲ್ಲಿ ಬಳ್ಳಾರಿ ಮತ್ತು ವಿಜಯನಗರ ಜಿಲ್ಲೆಯ ಎಲ್ಲಾ ತಾಲ್ಲೂಕುಗಳು ಮತ್ತು ಜಿಲ್ಲಾ ನ್ಯಾಯಾಲಯಗಳಲ್ಲಿ ಬಾಕಿ ಇರುವ ಪ್ರಕರಣಗಳನ್ನು ಮಧ್ಯಸ್ಥಿಕೆಯ ಮೂಲಕ ಇತ್ಯರ್ಥಪಡಿಸಿಕೊಳ್ಳಬಹುದಾಗಿದೆ. ಸಾರ್ವಜನಿಕರು ನ್ಯಾಯಾಲಯಗಳಲ್ಲಿ ಬಾಕಿ ಇರುವ ಪ್ರಕರಣಗಳಲ್ಲಿ ತ್ವರಿತ ಪರಿಹಾರ ಪಡೆದುಕೊಳ್ಳಲು ಇದೊಂದು ಸುವರ್ಣಾವಕಾಶವಾಗಿದೆ. ರಾಜಿಯಾಗಬಹುದಾದ ಕ್ರಿಮಿನಲ್ ಮತ್ತು ಸಿವಿಲ್ ಪ್ರಕರಣಗಳು, ವೈವಾಹಿಕ ಮೂಲಕ ಇತ್ಯರ್ಥ ಪಡಿಸಲು, ಈ ಅಭಿಯಾನಕ್ಕೆ ಎಂದೂ ಜಿಲ್ಲೆಯ ವಕೀಲರು ಮತ್ತು ಕಕ್ಷಿದಾರರು ಸಹ ಸಹಕಾರವನ್ನು ನೀಡಬೇಕು. ಈ ವಿಶೇಷ ಅಭಿಯಾನ ಯಶಸ್ವಿ ಸ್ಟಾಂಡರ್ಡ್ ಆಪರೇಟಿಂಗ್ ಪ್ರೊಸೀಜರ್ (ಎಸ್ ಒಪಿ) ಪ್ರಕಾರ ಅಗತ್ಯ ಕ್ರಮಗಳನ್ನು ವ್ಯವಸ್ಥೆಗಳನ್ನು ಕೈಗೊಳ್ಳಬೇಕೆಂದು ಪ್ರಧಾನ ಜಿಲ್ಲಾ ಮತ್ತು ಸತ್ರ ನ್ಯಾಯಾಧೀಶರು ಹಾಗೂ ಬಳ್ಳಾರಿ ಜಿಲ್ಲಾ ಕಾನೂನು ಸೇವೆಗಳ ಪ್ರಾಧಿಕಾರದ ಅಧ್ಯಕ್ಷರಾದ ಕೆ.ಜಿ.ಶಾಂತಿ ಹಾಗೂ ಬಳ್ಳಾರಿ ಜಿಲ್ಲಾ ಕಾನೂನು ಸೇವಾ ಪ್ರಾಧಿಕಾರ ಸದಸ್ಯ ಕಾರ್ಯದರ್ಶಿ ರಾಜೇಶ್ ಎನ್.ಹೊಸಮನಿ ಅವರು ಪ್ರಕಟಣೆಯಲ್ಲಿ ತಿಳಿಸಿದ್ದಾರೆ.: [1233, 351, 1484, 698]
- right-story2-headline: ಜನವರಿ 6 ರಂದು ದಿಶಾ ಸಮಿತಿ ಸಭೆ: [1244, 968, 1472, 1028]
- men-commission-byline: ■ ಡಿಡಿ ನ್ಯೂಸ್, ಬೆಂಗಳೂರು: [429, 1033, 612, 1051]
- lead-photo-banner: ರಾಷ್ಟ್ರೀಯ ಗ್ರಾಹಕರ ದಿನಾಚರಣೆ-2025: [527, 325, 885, 357]
- right-divider-1: [1233, 957, 1484, 959]
- left-story2-byline: ■ ಡಿಡಿ ನ್ಯೂಸ್, ಕೊಪ್ಪಳ: [46, 1643, 419, 1662]
- right-story2: [1233, 1039, 1484, 1236]
- right-story3-text: ಶಿರಹಟ್ಟಿ ಪಟ್ಟಣ ಪಂಚಾಯತ್ ವ್ಯಾಪ್ತಿಯ ವಾರ್ಡ್ ನಂ-11ರ ಕುರುಬರ ಓಣಿಯ ಆಸ್ತಿ ನಂ-31/14 ಪ್ಲಾಟ್ ನಂ-3 & 4 ಮಸ್ಟರ್-ಎ-ಅಮೀನ್ ಸೋಷಿಯಲ್ ವೆಲ್ಫೇರ್ ಎಜ್ಯುಕೇಷನ್ ಚಾರಿಟೇಬಲ್ ಟ್ರಸ್ಟ್ ಶಿರಹಟ್ಟಿ ನೇರ್ದ ಅಧ್ಯಕ್ಷ ಮಾನೇಶ್ ರಾಜ ರಿಜ್ವಾನ್ ಆಸ್ತಿಯಲ್ಲಿ ಮನೆ ನಿರ್ಮಾಣ ಪರವಾನಗಿ ಕೋರಿ ದಿ:06-11-2025 ರಂದು ಆನ್‌ಲೈನ್ ಮೂಲಕ ಕಟ್ಟಡ ಕಟ್ಟಲು ಅರ್ಜಿ ಸಲ್ಲಿಸಿದ್ದು, ಕಟ್ಟಡಕ್ಕೆ ಸಂಬಂಧಿಸಿದಂತೆ ಯಾವುದಾದರೂ ತಂಟೆ ತಕರಾರು ಇದ್ದಲ್ಲಿ 7 ದಿನದೊಳಗಾಗಿ ಲಿಖಿತವಾಗಿ ಆಕ್ಷೇಪಣೆ ಸಲ್ಲಿಸಬೇಕು. ತಪ್ಪಿದಲ್ಲಿ ಯಾವುದೇ ಆಕ್ಷೇಪಣೆ ಇಲ್ಲವೆಂದು ಪರಿಗಣಿಸಿ ಕಟ್ಟಡ ಪರವಾನಿಗೆ ನೀಡಲಾಗುವುದು ಎಂದು ಪಟ್ಟಣ ಪಂಚಾಯತ್ ಶಿರಹಟ್ಟಿ ಮುಖ್ಯಾಧಿಕಾರಿ ಇವರು ಪ್ರಕಟಣೆಯಲ್ಲಿ ತಿಳಿಸಿರುತ್ತಾರೆ.: [1233, 1315, 1484, 1522]
- men-commission-headline-1: ಆ.ಪುರುಷ ಆಯೋಗ ರಚನೆಗೆ ಆಗ್ರಹ: ಹೊಳಲ್ಕೆರೆ ಶಾಸಕರೊಂದಿಗೆ: [583, 730, 1059, 757]
- men-commission-headline: [429, 721, 1213, 800]
- athletics-col3: ಅಧ್ಯಕ್ಷರಾದ ಡಾ. ಶ್ರೀಧರ ಕುರಡಗಿ ಹಾಗೂ ಮುಖ್ಯೋಪಾಧ್ಯಾಯರು, ಶಿಕ್ಷಕರು, ಶಿಕ್ಷಕೇತರ ಸಿಬ್ಬಂದಿ ವರ್ಗ ಅಭಿನಂದಿಸಿದ್ದಾರೆ. ಎಲ್ಲಾ ಕ್ರೀಡಾಪಟುಗಳಿಗೆ ತರಬೇತಿ ನೀಡಿದ ದೈಹಿಕ ಶಿಕ್ಷಕರಾದ ಸಂತೋಷ ನಾಯಕ ಇವರಿಗೆ ಶಾಲೆಯ ಗೌರವ ಕಾರ್ಯದರ್ಶಿಗಳಾದ ಎಸ್. ಆರ್. ಲಮಾಣಿ ಸೇರಿದಂತೆ ಶಾಲೆಯ: [825, 1447, 1012, 1567]
- cmyk-strip: [46, 2380, 108, 2394]
- trains-headline-1: ಕೊಪ್ಪಳ ಮೂಲಕ ಬೆಂಗಳೂರಿಗೆ ಆರು ರೈಲುಗಳನ್ನು ಓಡಿಸಲು ಮತ್ತು ಸಿಂಧನೂರು ದಿಂದ: [584, 1672, 1329, 1703]
- athletics-col1: [429, 1210, 615, 1590]
- athletics-headline: ರಾಜ್ಯಮಟ್ಟದ ಅಟ್ಯಾ ಪಟ್ಯಾ ಕ್ರೀಡಾಕೂಟದಲ್ಲಿ ಎಚ್ ವಿ ಕುರಡಗಿ ಶಾಲೆಗೆ ದ್ವಿತೀಯ ಸ್ಥಾನ: [429, 1155, 1213, 1201]
